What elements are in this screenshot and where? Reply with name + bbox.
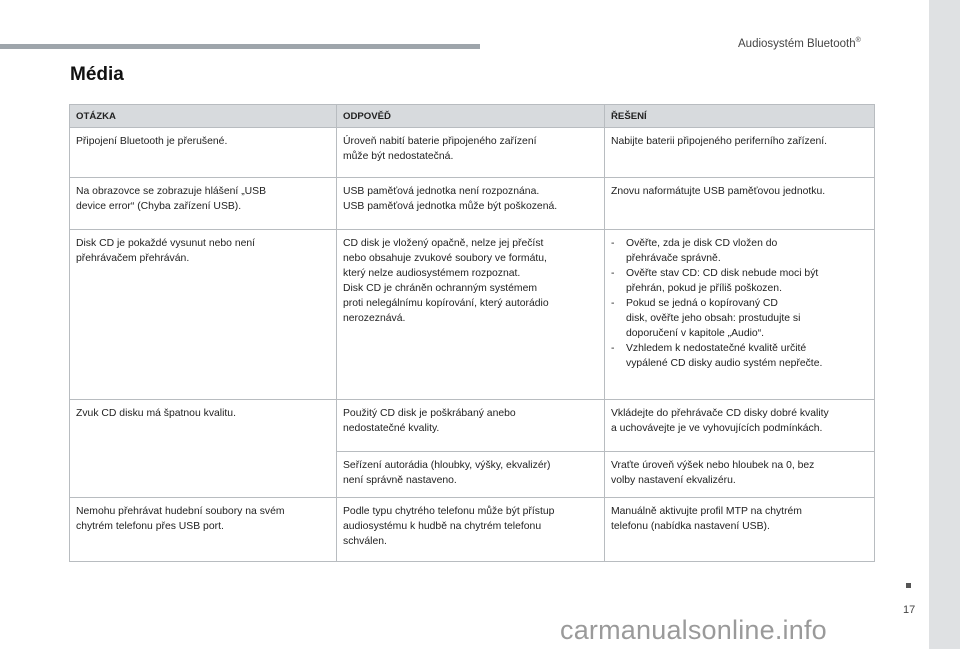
column-header-question: OTÁZKA: [70, 105, 337, 128]
table-row: [70, 498, 875, 562]
column-header-solution: ŘEŠENÍ: [605, 105, 875, 128]
question-cell: Na obrazovce se zobrazuje hlášení „USB device error“ (Chyba zařízení USB).: [70, 178, 337, 230]
table-row: [70, 128, 875, 178]
registered-mark: ®: [855, 37, 861, 44]
bullet-item: - Ověřte, zda je disk CD vložen do přehrávače správně.: [611, 238, 778, 264]
page-title: Média: [70, 64, 124, 85]
page-edge-strip: [929, 0, 960, 649]
question-cell: Disk CD je pokaždé vysunut nebo není přehrávačem přehráván.: [70, 230, 337, 400]
solution-cell: Znovu naformátujte USB paměťovou jednotku.: [605, 178, 875, 230]
question-cell: Zvuk CD disku má špatnou kvalitu.: [70, 400, 337, 498]
answer-cell: Použitý CD disk je poškrábaný anebo nedostatečné kvality.: [337, 400, 605, 452]
answer-cell: Seřízení autorádia (hloubky, výšky, ekvalizér) není správně nastaveno.: [337, 452, 605, 498]
bullet-item: - Ověřte stav CD: CD disk nebude moci být přehrán, pokud je příliš poškozen.: [611, 268, 819, 294]
table-row: [70, 400, 875, 452]
solution-cell: [605, 230, 875, 400]
answer-cell: USB paměťová jednotka není rozpoznána. USB paměťová jednotka může být poškozená.: [337, 178, 605, 230]
column-header-answer: ODPOVĚĎ: [337, 105, 605, 128]
solution-cell: Nabijte baterii připojeného periferního zařízení.: [605, 128, 875, 178]
solution-cell: Vkládejte do přehrávače CD disky dobré kvality a uchovávejte je ve vyhovujících podmínkách.: [605, 400, 875, 452]
table-header-row: [70, 105, 875, 128]
solution-cell: Manuálně aktivujte profil MTP na chytrém telefonu (nabídka nastavení USB).: [605, 498, 875, 562]
table-row: [70, 178, 875, 230]
page-marker: [906, 583, 911, 588]
bullet-item: - Pokud se jedná o kopírovaný CD disk, ověřte jeho obsah: prostudujte si doporučení v kapitole „Audio“.: [611, 298, 801, 339]
question-cell: Nemohu přehrávat hudební soubory na svém chytrém telefonu přes USB port.: [70, 498, 337, 562]
answer-cell: CD disk je vložený opačně, nelze jej přečíst nebo obsahuje zvukové soubory ve formátu, který nelze audiosystémem rozpoznat. Disk CD je chráněn ochranným systémem proti nelegálnímu kopírování, který autorádio nerozeznává.: [337, 230, 605, 400]
table-row: [70, 230, 875, 400]
page-number: 17: [903, 604, 916, 616]
header-rule: [0, 44, 480, 49]
question-cell: Připojení Bluetooth je přerušené.: [70, 128, 337, 178]
answer-cell: Podle typu chytrého telefonu může být přístup audiosystému k hudbě na chytrém telefonu schválen.: [337, 498, 605, 562]
faq-table: [69, 104, 875, 562]
solution-cell: Vraťte úroveň výšek nebo hloubek na 0, bez volby nastavení ekvalizéru.: [605, 452, 875, 498]
bullet-item: - Vzhledem k nedostatečné kvalitě určité vypálené CD disky audio systém nepřečte.: [611, 343, 823, 369]
section-title: Audiosystém Bluetooth®: [738, 37, 861, 50]
answer-cell: Úroveň nabití baterie připojeného zařízení může být nedostatečná.: [337, 128, 605, 178]
watermark: carmanualsonline.info: [560, 615, 827, 645]
